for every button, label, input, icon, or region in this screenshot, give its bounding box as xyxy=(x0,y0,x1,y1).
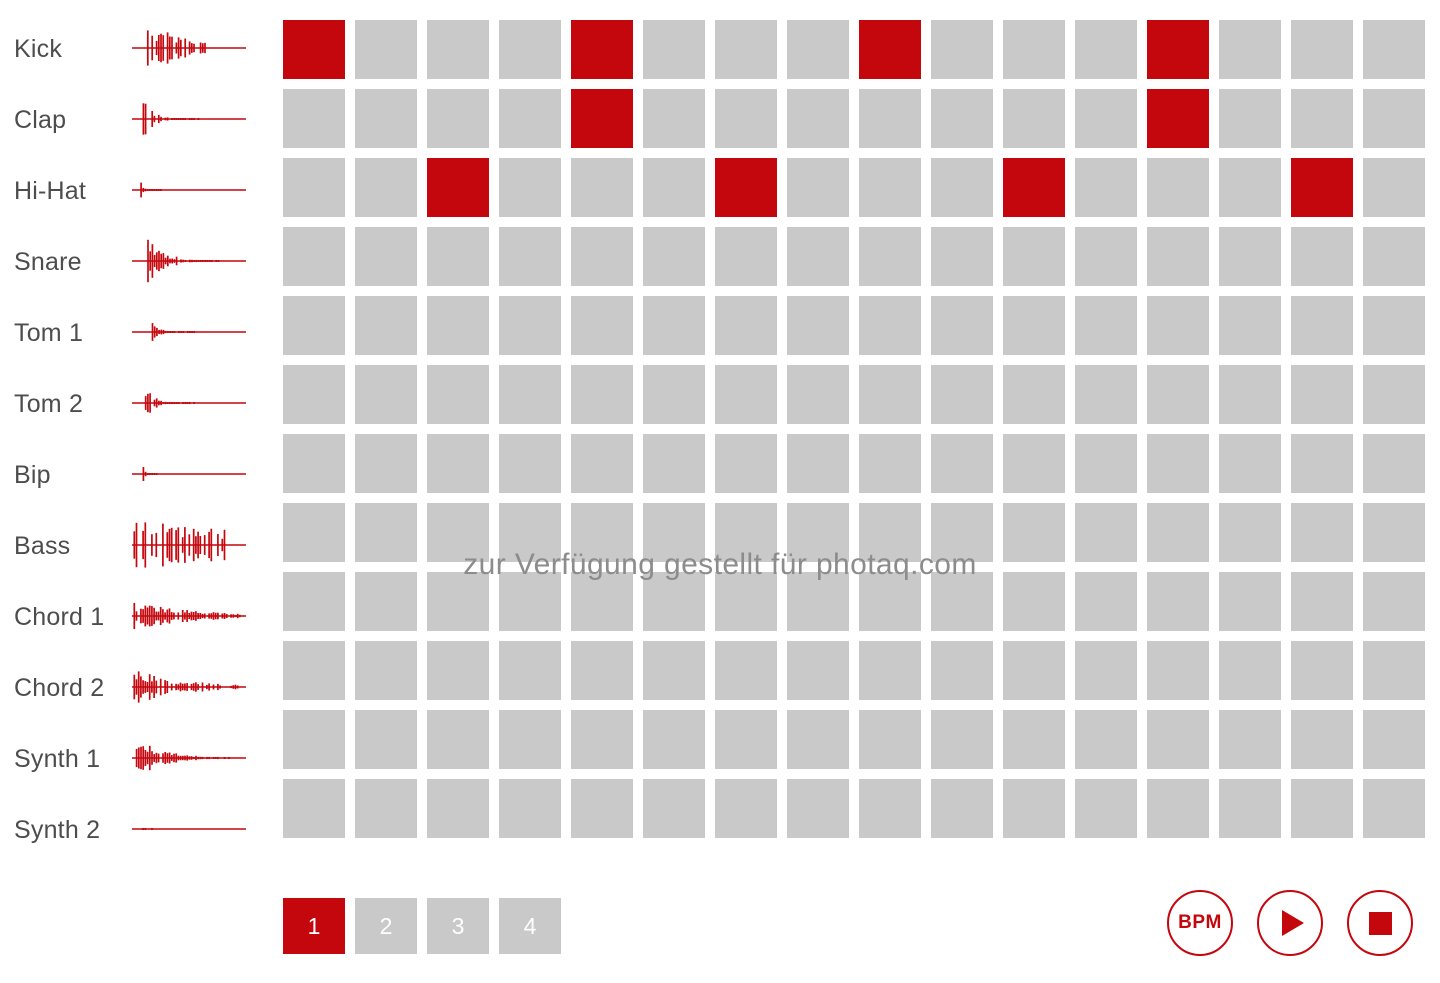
step-cell[interactable] xyxy=(787,710,849,769)
step-cell[interactable] xyxy=(859,779,921,838)
step-row xyxy=(283,503,1435,562)
step-cell[interactable] xyxy=(787,503,849,562)
step-cell[interactable] xyxy=(715,434,777,493)
step-cell[interactable] xyxy=(859,296,921,355)
track-label: Bip xyxy=(14,461,51,489)
bottom-bar xyxy=(283,898,1413,960)
track-list xyxy=(0,14,268,866)
step-cell[interactable] xyxy=(859,89,921,148)
step-cell[interactable] xyxy=(283,779,345,838)
waveform-bip-icon[interactable] xyxy=(130,446,254,506)
step-cell[interactable] xyxy=(427,641,489,700)
step-cell[interactable] xyxy=(1147,641,1209,700)
step-cell[interactable] xyxy=(1147,503,1209,562)
step-cell[interactable] xyxy=(1075,779,1137,838)
step-cell[interactable] xyxy=(499,779,561,838)
step-cell[interactable] xyxy=(859,434,921,493)
step-cell[interactable] xyxy=(571,20,633,79)
step-cell[interactable] xyxy=(1219,158,1281,217)
track-row xyxy=(0,85,268,156)
step-cell[interactable] xyxy=(283,227,345,286)
step-cell[interactable] xyxy=(427,434,489,493)
waveform-clap-icon[interactable] xyxy=(130,91,254,151)
step-cell[interactable] xyxy=(1075,572,1137,631)
step-cell[interactable] xyxy=(715,503,777,562)
step-cell[interactable] xyxy=(427,296,489,355)
step-cell[interactable] xyxy=(283,296,345,355)
step-cell[interactable] xyxy=(1291,641,1353,700)
step-row xyxy=(283,365,1435,424)
step-cell[interactable] xyxy=(355,296,417,355)
step-cell[interactable] xyxy=(1147,434,1209,493)
step-row xyxy=(283,89,1435,148)
step-cell[interactable] xyxy=(715,20,777,79)
step-cell[interactable] xyxy=(571,365,633,424)
step-cell[interactable] xyxy=(1291,572,1353,631)
step-cell[interactable] xyxy=(643,158,705,217)
step-cell[interactable] xyxy=(1291,89,1353,148)
step-cell[interactable] xyxy=(859,710,921,769)
step-cell[interactable] xyxy=(787,572,849,631)
pattern-button[interactable] xyxy=(427,898,489,954)
step-cell[interactable] xyxy=(1147,365,1209,424)
step-cell[interactable] xyxy=(643,572,705,631)
step-cell[interactable] xyxy=(283,710,345,769)
step-cell[interactable] xyxy=(643,503,705,562)
track-row xyxy=(0,156,268,227)
track-row xyxy=(0,653,268,724)
step-cell[interactable] xyxy=(1147,158,1209,217)
track-row xyxy=(0,298,268,369)
step-cell[interactable] xyxy=(427,365,489,424)
track-label: Chord 1 xyxy=(14,603,105,631)
step-cell[interactable] xyxy=(1003,158,1065,217)
step-cell[interactable] xyxy=(859,158,921,217)
step-cell[interactable] xyxy=(283,572,345,631)
pattern-button-label: 3 xyxy=(451,912,465,939)
step-cell[interactable] xyxy=(1003,710,1065,769)
step-cell[interactable] xyxy=(1003,365,1065,424)
step-cell[interactable] xyxy=(715,641,777,700)
step-cell[interactable] xyxy=(1363,89,1425,148)
waveform-hihat-icon[interactable] xyxy=(130,162,254,222)
step-cell[interactable] xyxy=(283,503,345,562)
step-cell[interactable] xyxy=(1363,572,1425,631)
step-cell[interactable] xyxy=(1363,434,1425,493)
step-cell[interactable] xyxy=(499,710,561,769)
waveform-tom1-icon[interactable] xyxy=(130,304,254,364)
bpm-label: BPM xyxy=(1178,912,1222,933)
pattern-button[interactable] xyxy=(283,898,345,954)
step-cell[interactable] xyxy=(1075,158,1137,217)
watermark-text: zur Verfügung gestellt für photaq.com xyxy=(463,548,977,581)
step-cell[interactable] xyxy=(1219,641,1281,700)
step-cell[interactable] xyxy=(931,20,993,79)
step-cell[interactable] xyxy=(1075,365,1137,424)
step-cell[interactable] xyxy=(571,296,633,355)
step-cell[interactable] xyxy=(1003,572,1065,631)
track-label: Bass xyxy=(14,532,71,560)
step-cell[interactable] xyxy=(1075,227,1137,286)
step-cell[interactable] xyxy=(499,158,561,217)
step-cell[interactable] xyxy=(355,20,417,79)
step-cell[interactable] xyxy=(355,365,417,424)
step-row xyxy=(283,572,1435,631)
step-cell[interactable] xyxy=(787,365,849,424)
step-cell[interactable] xyxy=(571,641,633,700)
step-cell[interactable] xyxy=(787,227,849,286)
stop-button[interactable] xyxy=(1347,890,1413,956)
step-cell[interactable] xyxy=(1219,365,1281,424)
pattern-button-label: 2 xyxy=(379,912,393,939)
step-cell[interactable] xyxy=(1147,20,1209,79)
step-cell[interactable] xyxy=(355,158,417,217)
step-cell[interactable] xyxy=(715,710,777,769)
waveform-synth1-icon[interactable] xyxy=(130,730,254,790)
step-cell[interactable] xyxy=(715,227,777,286)
track-row xyxy=(0,795,268,866)
track-label: Chord 2 xyxy=(14,674,105,702)
step-cell[interactable] xyxy=(427,227,489,286)
step-cell[interactable] xyxy=(283,641,345,700)
play-button[interactable] xyxy=(1257,890,1323,956)
step-cell[interactable] xyxy=(427,89,489,148)
step-cell[interactable] xyxy=(1003,296,1065,355)
step-cell[interactable] xyxy=(1003,779,1065,838)
track-label: Kick xyxy=(14,35,63,63)
pattern-selector[interactable] xyxy=(283,898,571,954)
waveform-bass-icon[interactable] xyxy=(130,517,254,577)
step-cell[interactable] xyxy=(1363,158,1425,217)
pattern-button-label: 1 xyxy=(307,912,321,939)
step-cell[interactable] xyxy=(931,89,993,148)
step-cell[interactable] xyxy=(715,89,777,148)
step-cell[interactable] xyxy=(283,89,345,148)
track-label: Tom 2 xyxy=(14,390,84,418)
step-cell[interactable] xyxy=(1219,227,1281,286)
waveform-kick-icon[interactable] xyxy=(130,20,254,80)
track-label: Tom 1 xyxy=(14,319,84,347)
step-cell[interactable] xyxy=(571,710,633,769)
step-cell[interactable] xyxy=(931,158,993,217)
step-cell[interactable] xyxy=(787,779,849,838)
step-cell[interactable] xyxy=(715,365,777,424)
step-cell[interactable] xyxy=(283,434,345,493)
step-cell[interactable] xyxy=(1075,641,1137,700)
step-cell[interactable] xyxy=(1003,20,1065,79)
step-row xyxy=(283,710,1435,769)
step-cell[interactable] xyxy=(571,572,633,631)
step-cell[interactable] xyxy=(355,641,417,700)
step-cell[interactable] xyxy=(499,89,561,148)
step-cell[interactable] xyxy=(283,365,345,424)
step-cell[interactable] xyxy=(931,365,993,424)
step-cell[interactable] xyxy=(931,227,993,286)
step-cell[interactable] xyxy=(1291,710,1353,769)
step-cell[interactable] xyxy=(931,779,993,838)
step-cell[interactable] xyxy=(1219,89,1281,148)
step-cell[interactable] xyxy=(1291,503,1353,562)
step-cell[interactable] xyxy=(355,572,417,631)
step-cell[interactable] xyxy=(1075,20,1137,79)
step-cell[interactable] xyxy=(1363,641,1425,700)
step-cell[interactable] xyxy=(1363,503,1425,562)
step-cell[interactable] xyxy=(643,710,705,769)
step-cell[interactable] xyxy=(931,641,993,700)
step-cell[interactable] xyxy=(715,158,777,217)
step-cell[interactable] xyxy=(571,227,633,286)
step-cell[interactable] xyxy=(355,89,417,148)
step-cell[interactable] xyxy=(1147,227,1209,286)
transport-controls[interactable] xyxy=(1143,890,1413,956)
step-cell[interactable] xyxy=(859,503,921,562)
step-cell[interactable] xyxy=(499,227,561,286)
step-cell[interactable] xyxy=(931,710,993,769)
waveform-tom2-icon[interactable] xyxy=(130,375,254,435)
step-cell[interactable] xyxy=(1003,641,1065,700)
step-cell[interactable] xyxy=(931,572,993,631)
step-cell[interactable] xyxy=(643,20,705,79)
step-cell[interactable] xyxy=(787,434,849,493)
step-cell[interactable] xyxy=(859,20,921,79)
step-cell[interactable] xyxy=(427,158,489,217)
step-cell[interactable] xyxy=(427,779,489,838)
step-cell[interactable] xyxy=(643,434,705,493)
step-cell[interactable] xyxy=(931,296,993,355)
step-row xyxy=(283,227,1435,286)
track-label: Synth 1 xyxy=(14,745,101,773)
step-cell[interactable] xyxy=(1363,20,1425,79)
step-cell[interactable] xyxy=(1003,89,1065,148)
step-cell[interactable] xyxy=(643,365,705,424)
step-cell[interactable] xyxy=(931,434,993,493)
step-cell[interactable] xyxy=(787,296,849,355)
step-cell[interactable] xyxy=(499,20,561,79)
step-cell[interactable] xyxy=(1219,572,1281,631)
step-cell[interactable] xyxy=(643,227,705,286)
step-row xyxy=(283,641,1435,700)
step-cell[interactable] xyxy=(1075,503,1137,562)
step-cell[interactable] xyxy=(499,641,561,700)
step-cell[interactable] xyxy=(643,779,705,838)
step-cell[interactable] xyxy=(787,641,849,700)
step-cell[interactable] xyxy=(1291,20,1353,79)
step-cell[interactable] xyxy=(1147,710,1209,769)
track-row xyxy=(0,369,268,440)
step-cell[interactable] xyxy=(427,20,489,79)
step-cell[interactable] xyxy=(1291,227,1353,286)
step-cell[interactable] xyxy=(499,365,561,424)
step-row xyxy=(283,779,1435,838)
step-cell[interactable] xyxy=(1147,89,1209,148)
track-row xyxy=(0,582,268,653)
step-cell[interactable] xyxy=(571,503,633,562)
step-cell[interactable] xyxy=(1147,572,1209,631)
step-cell[interactable] xyxy=(1219,503,1281,562)
step-cell[interactable] xyxy=(859,572,921,631)
step-cell[interactable] xyxy=(1363,710,1425,769)
step-cell[interactable] xyxy=(1147,296,1209,355)
step-cell[interactable] xyxy=(283,20,345,79)
step-cell[interactable] xyxy=(859,641,921,700)
track-label: Hi-Hat xyxy=(14,177,87,205)
bpm-button[interactable] xyxy=(1167,890,1233,956)
step-cell[interactable] xyxy=(1291,434,1353,493)
pattern-button[interactable] xyxy=(355,898,417,954)
step-cell[interactable] xyxy=(355,503,417,562)
step-row xyxy=(283,158,1435,217)
step-cell[interactable] xyxy=(1219,434,1281,493)
play-icon xyxy=(1282,910,1304,936)
step-cell[interactable] xyxy=(1363,296,1425,355)
step-cell[interactable] xyxy=(1291,365,1353,424)
step-cell[interactable] xyxy=(427,503,489,562)
step-cell[interactable] xyxy=(1219,710,1281,769)
step-cell[interactable] xyxy=(787,89,849,148)
step-cell[interactable] xyxy=(499,296,561,355)
step-cell[interactable] xyxy=(1363,227,1425,286)
step-row xyxy=(283,296,1435,355)
step-cell[interactable] xyxy=(859,227,921,286)
step-cell[interactable] xyxy=(1147,779,1209,838)
step-cell[interactable] xyxy=(715,779,777,838)
step-cell[interactable] xyxy=(1003,434,1065,493)
step-cell[interactable] xyxy=(499,572,561,631)
step-cell[interactable] xyxy=(427,572,489,631)
step-cell[interactable] xyxy=(283,158,345,217)
step-cell[interactable] xyxy=(1003,227,1065,286)
step-cell[interactable] xyxy=(1219,296,1281,355)
step-cell[interactable] xyxy=(931,503,993,562)
step-cell[interactable] xyxy=(355,227,417,286)
step-cell[interactable] xyxy=(1075,89,1137,148)
step-cell[interactable] xyxy=(1219,779,1281,838)
step-cell[interactable] xyxy=(643,641,705,700)
step-cell[interactable] xyxy=(1363,365,1425,424)
step-cell[interactable] xyxy=(571,89,633,148)
step-cell[interactable] xyxy=(1363,779,1425,838)
step-row xyxy=(283,434,1435,493)
track-row xyxy=(0,440,268,511)
step-cell[interactable] xyxy=(643,296,705,355)
step-cell[interactable] xyxy=(355,710,417,769)
step-cell[interactable] xyxy=(571,779,633,838)
step-cell[interactable] xyxy=(499,503,561,562)
step-cell[interactable] xyxy=(355,434,417,493)
track-row xyxy=(0,724,268,795)
step-cell[interactable] xyxy=(499,434,561,493)
pattern-button[interactable] xyxy=(499,898,561,954)
waveform-snare-icon[interactable] xyxy=(130,233,254,293)
pattern-button-label: 4 xyxy=(523,912,537,939)
step-cell[interactable] xyxy=(787,20,849,79)
stop-icon xyxy=(1369,912,1392,935)
step-cell[interactable] xyxy=(355,779,417,838)
track-row xyxy=(0,14,268,85)
step-cell[interactable] xyxy=(1075,710,1137,769)
waveform-chord2-icon[interactable] xyxy=(130,659,254,719)
step-cell[interactable] xyxy=(427,710,489,769)
step-cell[interactable] xyxy=(571,158,633,217)
step-cell[interactable] xyxy=(1291,779,1353,838)
step-row xyxy=(283,20,1435,79)
step-cell[interactable] xyxy=(571,434,633,493)
step-cell[interactable] xyxy=(1219,20,1281,79)
waveform-chord1-icon[interactable] xyxy=(130,588,254,648)
step-cell[interactable] xyxy=(1003,503,1065,562)
step-cell[interactable] xyxy=(715,572,777,631)
waveform-synth2-icon[interactable] xyxy=(130,801,254,861)
track-row xyxy=(0,227,268,298)
step-grid[interactable] xyxy=(283,20,1435,848)
step-cell[interactable] xyxy=(1075,296,1137,355)
step-cell[interactable] xyxy=(1075,434,1137,493)
track-label: Clap xyxy=(14,106,67,134)
step-cell[interactable] xyxy=(787,158,849,217)
track-label: Synth 2 xyxy=(14,816,101,844)
step-cell[interactable] xyxy=(1291,296,1353,355)
step-cell[interactable] xyxy=(1291,158,1353,217)
step-cell[interactable] xyxy=(859,365,921,424)
step-cell[interactable] xyxy=(643,89,705,148)
track-label: Snare xyxy=(14,248,82,276)
step-cell[interactable] xyxy=(715,296,777,355)
track-row xyxy=(0,511,268,582)
